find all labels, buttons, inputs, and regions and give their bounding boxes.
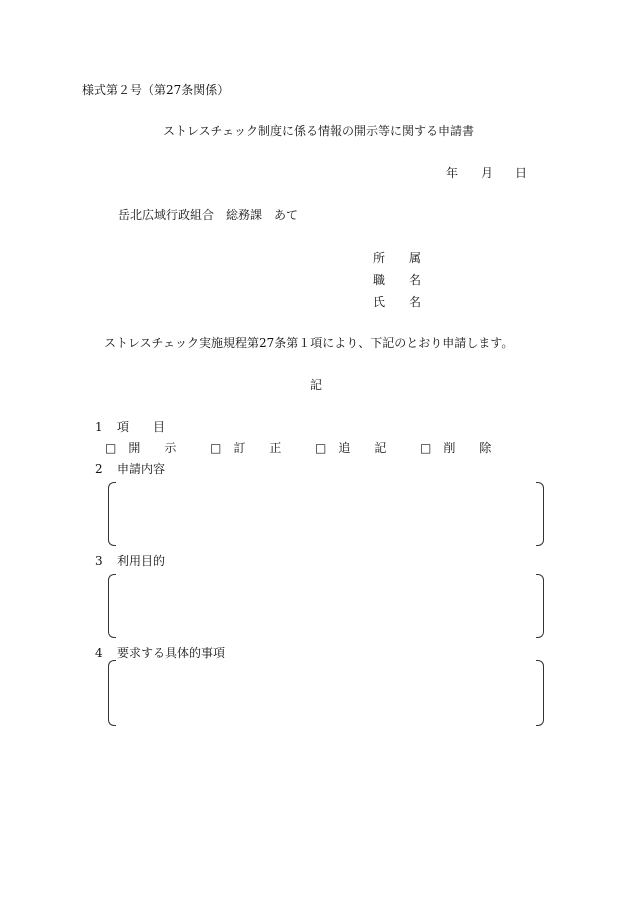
applicant-position-label: 職 名 [373,273,422,287]
item4-label: 要求する具体的事項 [117,646,226,660]
item3-input-area[interactable] [108,574,544,639]
item2-label: 申請内容 [117,462,166,476]
applicant-affiliation-label: 所 属 [373,251,422,265]
item2-input-area[interactable] [108,482,544,547]
date-month: 月 [481,166,494,180]
item2-right-bracket [536,482,544,546]
item4-right-bracket [536,660,544,726]
date-year: 年 [446,166,459,180]
item3-left-bracket [108,574,116,638]
item4-left-bracket [108,660,116,726]
statement: ストレスチェック実施規程第27条第１項により、下記のとおり申請します。 [104,336,514,350]
option-disclose-checkbox[interactable]: □ 開 示 [105,441,177,455]
item4-number: 4 [95,646,103,660]
item2-number: 2 [95,462,103,476]
date-day: 日 [515,166,528,180]
option-delete-checkbox[interactable]: □ 削 除 [420,441,492,455]
item2-left-bracket [108,482,116,546]
page-title: ストレスチェック制度に係る情報の開示等に関する申請書 [163,124,475,138]
item3-number: 3 [95,554,103,568]
item3-right-bracket [536,574,544,638]
form-number: 様式第２号（第27条関係） [82,83,230,97]
item3-label: 利用目的 [117,554,166,568]
ki-heading: 記 [310,378,323,392]
option-append-checkbox[interactable]: □ 追 記 [315,441,387,455]
addressee: 岳北広域行政組合 総務課 あて [118,208,299,222]
item4-input-area[interactable] [108,660,544,727]
item1-label: 項 目 [117,420,166,434]
option-correct-checkbox[interactable]: □ 訂 正 [210,441,282,455]
item1-number: 1 [95,420,103,434]
applicant-name-label: 氏 名 [373,295,422,309]
